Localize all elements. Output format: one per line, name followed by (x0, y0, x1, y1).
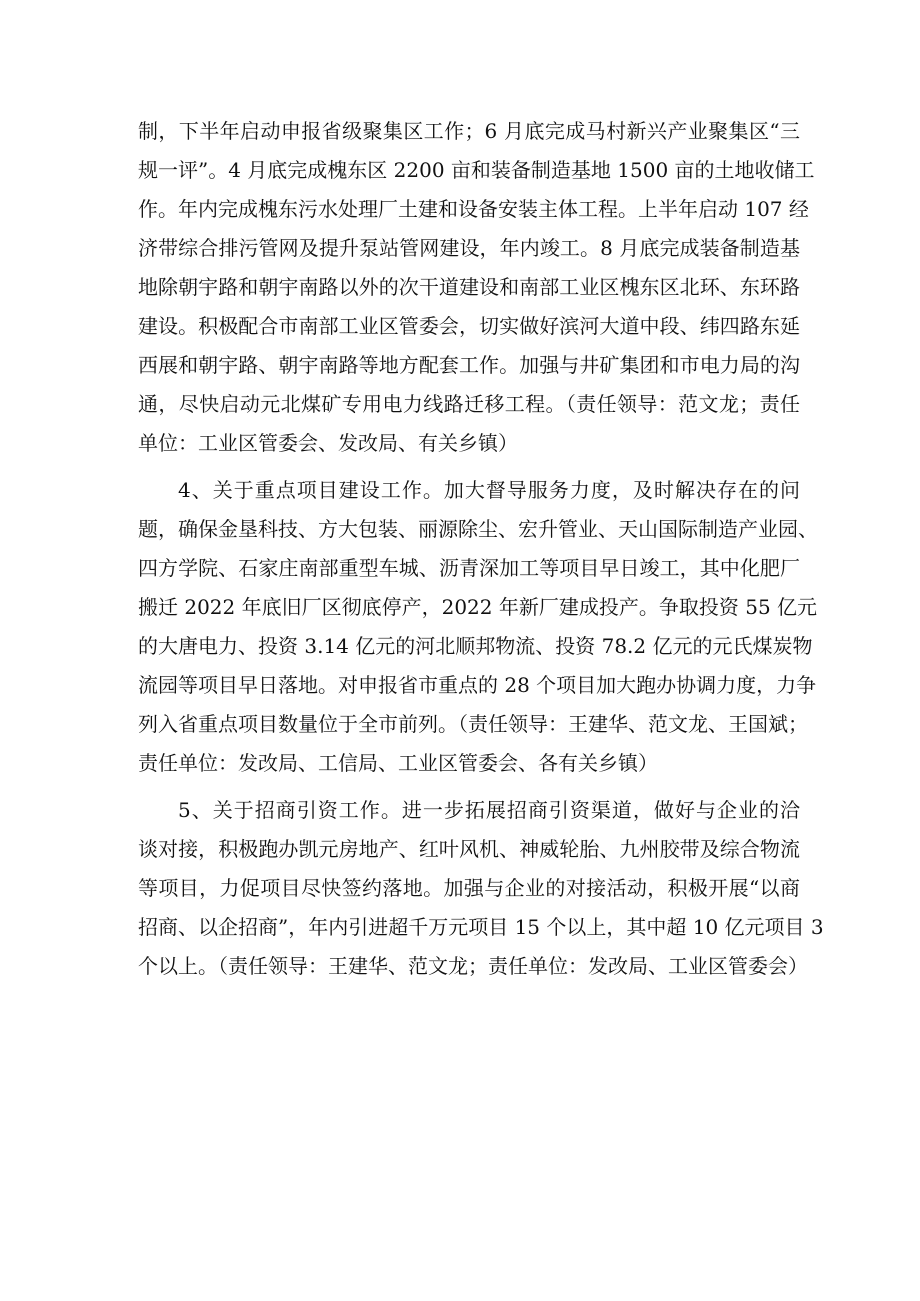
text-line: 4、关于重点项目建设工作。加大督导服务力度，及时解决存在的问 (178, 478, 800, 502)
text-line: 规一评”。4 月底完成槐东区 2200 亩和装备制造基地 1500 亩的土地收储工 (138, 158, 815, 182)
text-line: 个以上。（责任领导：王建华、范文龙；责任单位：发改局、工业区管委会） (138, 954, 808, 978)
text-line: 题，确保金垦科技、方大包装、丽源除尘、宏升管业、天山国际制造产业园、 (138, 517, 818, 541)
text-line: 建设。积极配合市南部工业区管委会，切实做好滨河大道中段、纬四路东延 (138, 314, 800, 338)
text-line: 西展和朝宇路、朝宇南路等地方配套工作。加强与井矿集团和市电力局的沟 (138, 353, 800, 377)
text-line: 四方学院、石家庄南部重型车城、沥青深加工等项目早日竣工，其中化肥厂 (138, 556, 800, 580)
text-line: 制，下半年启动申报省级聚集区工作；6 月底完成马村新兴产业聚集区“三 (138, 119, 800, 143)
text-line: 搬迁 2022 年底旧厂区彻底停产，2022 年新厂建成投产。争取投资 55 亿元 (138, 595, 818, 619)
text-line: 列入省重点项目数量位于全市前列。（责任领导：王建华、范文龙、王国斌； (138, 712, 808, 736)
paragraph-investment (138, 791, 824, 986)
text-line: 流园等项目早日落地。对申报省市重点的 28 个项目加大跑办协调力度，力争 (138, 673, 817, 697)
paragraph-industrial-zone (138, 112, 815, 463)
paragraph-gap (138, 463, 800, 471)
paragraph-gap (138, 783, 800, 791)
text-line: 作。年内完成槐东污水处理厂土建和设备安装主体工程。上半年启动 107 经 (138, 197, 809, 221)
paragraph-key-projects (138, 471, 818, 783)
text-line: 谈对接，积极跑办凯元房地产、红叶风机、神威轮胎、九州胶带及综合物流 (138, 837, 800, 861)
text-line: 通，尽快启动元北煤矿专用电力线路迁移工程。（责任领导：范文龙；责任 (138, 392, 800, 416)
text-line: 招商、以企招商”，年内引进超千万元项目 15 个以上，其中超 10 亿元项目 3 (138, 915, 824, 939)
text-line: 地除朝宇路和朝宇南路以外的次干道建设和南部工业区槐东区北环、东环路 (138, 275, 800, 299)
text-line: 单位：工业区管委会、发改局、有关乡镇） (138, 431, 518, 455)
text-line: 济带综合排污管网及提升泵站管网建设，年内竣工。8 月底完成装备制造基 (138, 236, 800, 260)
document-page (138, 112, 824, 986)
text-line: 责任单位：发改局、工信局、工业区管委会、各有关乡镇） (138, 751, 658, 775)
text-line: 的大唐电力、投资 3.14 亿元的河北顺邦物流、投资 78.2 亿元的元氏煤炭物 (138, 634, 813, 658)
text-line: 等项目，力促项目尽快签约落地。加强与企业的对接活动，积极开展“以商 (138, 876, 800, 900)
text-line: 5、关于招商引资工作。进一步拓展招商引资渠道，做好与企业的洽 (178, 798, 800, 822)
